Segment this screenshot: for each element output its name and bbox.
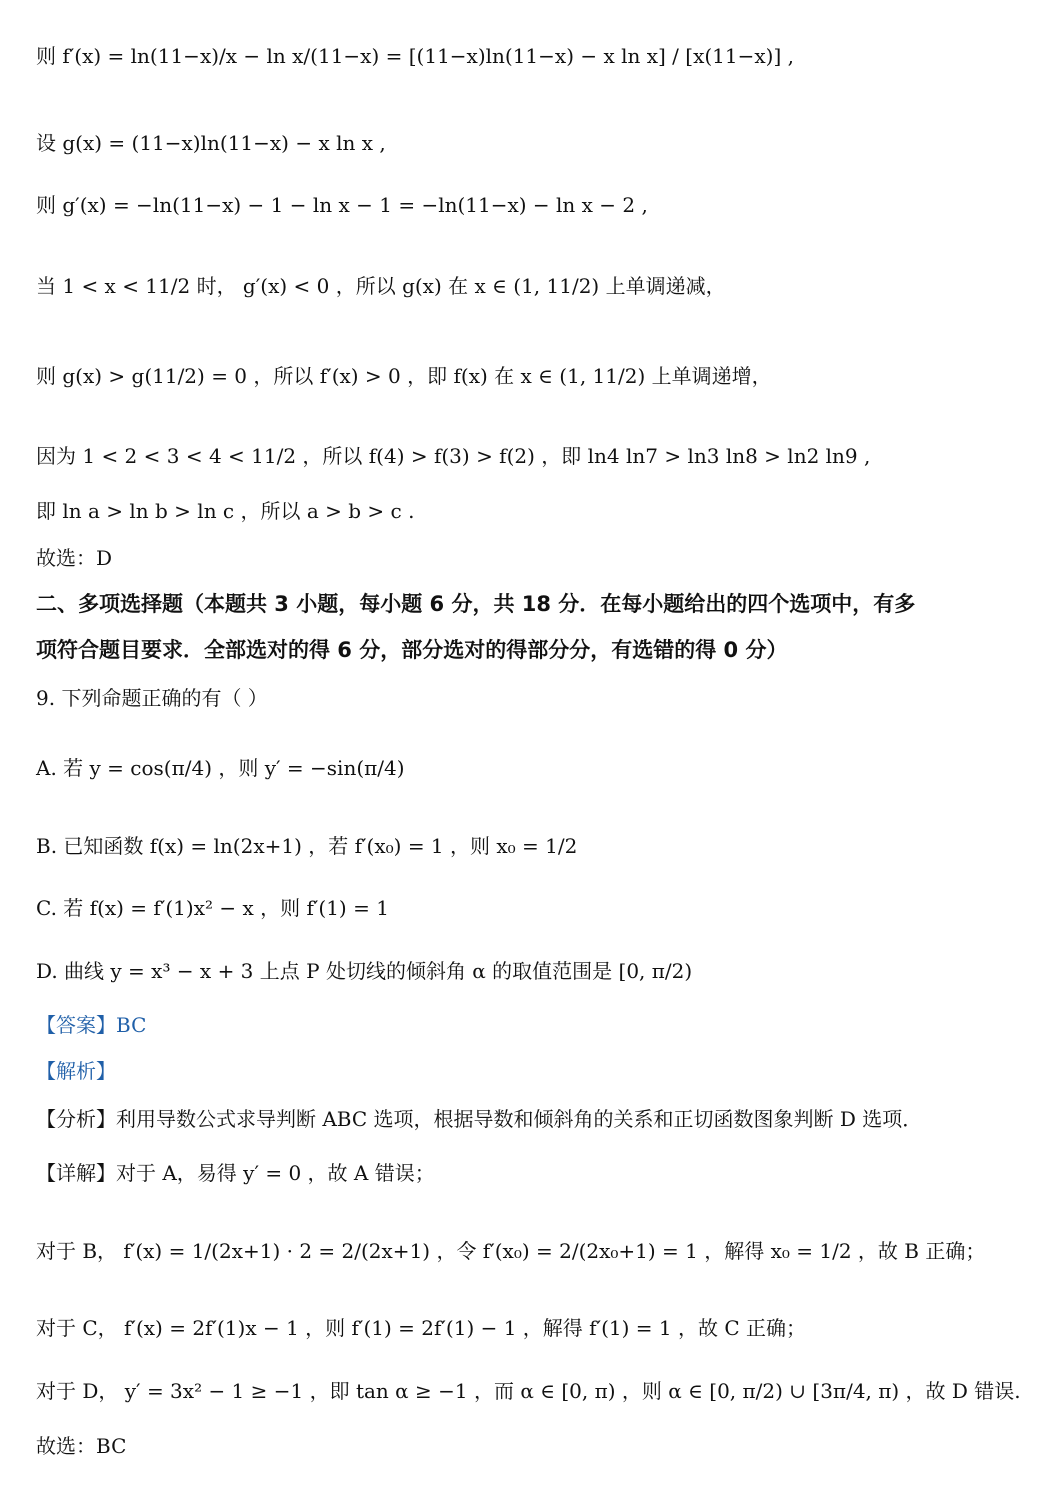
text-line-3: 则 g′(x) = −ln(11−x) − 1 − ln x − 1 = −ln(11−x) − ln x − 2 , bbox=[36, 193, 648, 217]
text-line-10: 项符合题目要求．全部选对的得 6 分，部分选对的得部分分，有选错的得 0 分） bbox=[36, 638, 788, 662]
text-line-20: 对于 B， f′(x) = 1/(2x+1) · 2 = 2/(2x+1) ，令 f′(x₀) = 2/(2x₀+1) = 1 ，解得 x₀ = 1/2 ，故 B 正确； bbox=[36, 1239, 986, 1263]
text-line-15: D. 曲线 y = x³ − x + 3 上点 P 处切线的倾斜角 α 的取值范围是 [0, π/2) bbox=[36, 959, 693, 983]
text-line-9: 二、多项选择题（本题共 3 小题，每小题 6 分，共 18 分．在每小题给出的四个选项中，有多 bbox=[36, 592, 916, 616]
text-line-21: 对于 C， f′(x) = 2f′(1)x − 1 ，则 f′(1) = 2f′(1) − 1 ，解得 f′(1) = 1 ，故 C 正确； bbox=[36, 1316, 807, 1340]
text-line-1: 则 f′(x) = ln(11−x)/x − ln x/(11−x) = [(11−x)ln(11−x) − x ln x] / [x(11−x)] , bbox=[36, 44, 794, 68]
text-line-2: 设 g(x) = (11−x)ln(11−x) − x ln x , bbox=[36, 131, 386, 155]
text-line-13: B. 已知函数 f(x) = ln(2x+1) ，若 f′(x₀) = 1 ，则 x₀ = 1/2 bbox=[36, 834, 578, 858]
text-line-6: 因为 1 < 2 < 3 < 4 < 11/2 ，所以 f(4) > f(3) > f(2) ，即 ln4 ln7 > ln3 ln8 > ln2 ln9 , bbox=[36, 444, 871, 468]
text-line-18: 【分析】利用导数公式求导判断 ABC 选项，根据导数和倾斜角的关系和正切函数图象判断 D 选项． bbox=[36, 1107, 923, 1131]
text-line-17: 【解析】 bbox=[36, 1059, 116, 1083]
text-line-12: A. 若 y = cos(π/4) ，则 y′ = −sin(π/4) bbox=[36, 756, 405, 780]
text-line-7: 即 ln a > ln b > ln c ，所以 a > b > c . bbox=[36, 499, 415, 523]
text-line-4: 当 1 < x < 11/2 时， g′(x) < 0 ，所以 g(x) 在 x ∈ (1, 11/2) 上单调递减， bbox=[36, 274, 726, 298]
text-line-14: C. 若 f(x) = f′(1)x² − x ，则 f′(1) = 1 bbox=[36, 896, 389, 920]
text-line-5: 则 g(x) > g(11/2) = 0 ，所以 f′(x) > 0 ，即 f(x) 在 x ∈ (1, 11/2) 上单调递增， bbox=[36, 364, 772, 388]
text-line-19: 【详解】对于 A，易得 y′ = 0 ，故 A 错误； bbox=[36, 1161, 435, 1185]
text-line-22: 对于 D， y′ = 3x² − 1 ≥ −1 ，即 tan α ≥ −1 ，而 α ∈ [0, π) ，则 α ∈ [0, π/2) ∪ [3π/4, π) ，故 D 错误. bbox=[36, 1379, 1021, 1403]
text-line-16: 【答案】BC bbox=[36, 1013, 147, 1037]
text-line-11: 9. 下列命题正确的有（ ） bbox=[36, 686, 268, 710]
text-line-8: 故选：D bbox=[36, 546, 113, 570]
text-line-23: 故选：BC bbox=[36, 1434, 127, 1458]
